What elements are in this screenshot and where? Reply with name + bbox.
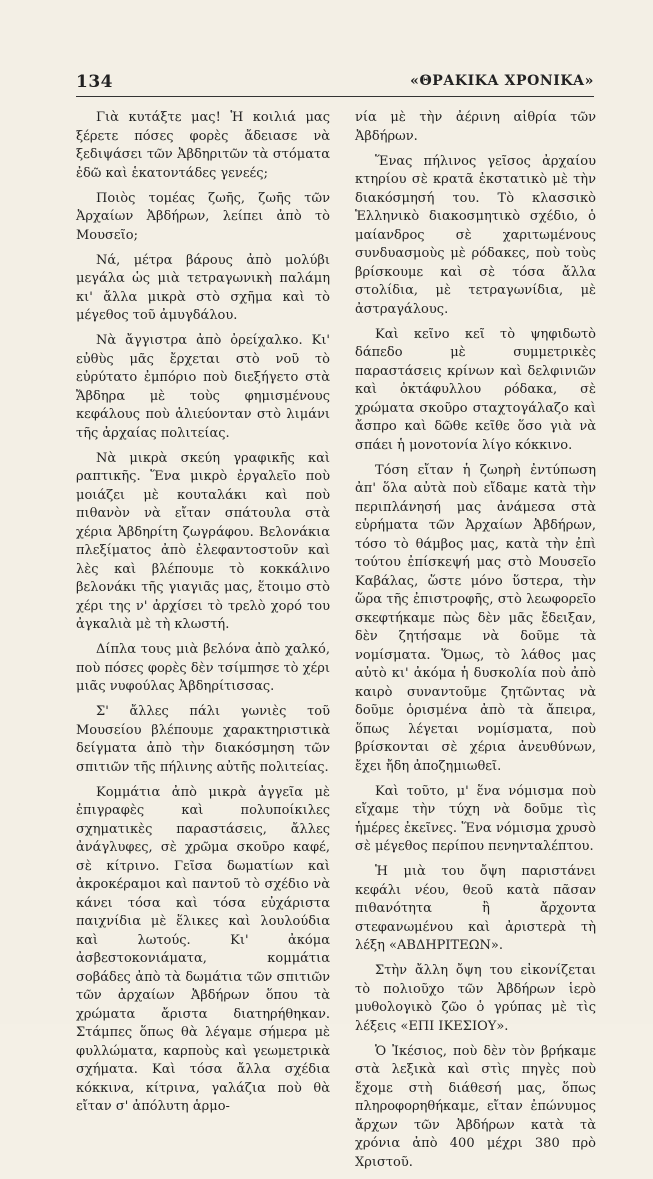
paragraph: Σ' ἄλλες πάλι γωνιὲς τοῦ Μουσείου βλέπουμε χαρακτηριστικὰ δείγματα ἀπὸ τὴν διακόσμηση τῶν σπιτιῶν τῆς πήλινης αὐτῆς πολιτείας. bbox=[76, 704, 330, 775]
paragraph: Γιὰ κυτάξτε μας! Ἡ κοιλιά μας ξέρετε πόσες φορὲς ἄδειασε νὰ ξεδιψάσει τῶν Ἀβδηριτῶν τὰ στόματα ἐδῶ καὶ ἑκατοντάδες γενεές; bbox=[76, 110, 330, 181]
right-text-column bbox=[355, 109, 596, 1179]
left-text-column bbox=[76, 109, 330, 1123]
paragraph: Νά, μέτρα βάρους ἀπὸ μολύβι μεγάλα ὡς μιὰ τετραγωνικὴ παλάμη κι' ἄλλα μικρὰ στὸ σχῆμα καὶ τὸ μέγεθος τοῦ ἀμυγδάλου. bbox=[76, 252, 330, 323]
paragraph: Στὴν ἄλλη ὄψη του εἰκονίζεται τὸ πολιοῦχο τῶν Ἀβδήρων ἱερὸ μυθολογικὸ ζῶο ὁ γρύπας μὲ τὶς λέξεις «ΕΠΙ ΙΚΕΣΙΟΥ». bbox=[355, 963, 596, 1034]
running-title: «ΘΡΑΚΙΚΑ ΧΡΟΝΙΚΑ» bbox=[410, 73, 594, 89]
paragraph: Ποιὸς τομέας ζωῆς, ζωῆς τῶν Ἀρχαίων Ἀβδήρων, λείπει ἀπὸ τὸ Μουσεῖο; bbox=[76, 190, 330, 243]
paragraph: Δίπλα τους μιὰ βελόνα ἀπὸ χαλκό, ποὺ πόσες φορὲς δὲν τσίμπησε τὸ χέρι μιᾶς νυφούλας Ἀβδηρίτισσας. bbox=[76, 642, 330, 694]
paragraph: Ἕνας πήλινος γεῖσος ἀρχαίου κτηρίου σὲ κρατᾶ ἐκστατικὸ μὲ τὴν διακόσμησή του. Τὸ κλασσικὸ Ἑλληνικὸ διακοσμητικὸ σχέδιο, ὁ μαίανδρος σὲ χαριτωμένους συνδυασμοὺς μὲ ρόδακες, ποὺ τοὺς βρίσκουμε καὶ σὲ τόσα ἄλλα στολίδια, μὲ τετραγωνίδια, μὲ ἀστραγάλους. bbox=[355, 153, 596, 317]
page-header bbox=[76, 70, 594, 97]
paragraph: Κομμάτια ἀπὸ μικρὰ ἀγγεῖα μὲ ἐπιγραφὲς καὶ πολυποίκιλες σχηματικὲς παραστάσεις, ἄλλες ἀνάγλυφες, σὲ χρῶμα σκοῦρο καφέ, σὲ κίτρινο. Γεῖσα δωματίων καὶ ἀκροκέραμοι καὶ παντοῦ τὸ σχέδιο νὰ κάνει τόσα καὶ τόσα εὐχάριστα παιχνίδια μὲ ἕλικες καὶ λουλούδια καὶ λωτούς. Κι' ἀκόμα ἀσβεστοκονιάματα, κομμάτια σοβάδες ἀπὸ τὰ δωμάτια τῶν σπιτιῶν τῶν ἀρχαίων Ἀβδήρων ὅπου τὰ χρώματα ἄριστα διατηρήθηκαν. Στάμπες ὅπως θὰ λέγαμε σήμερα μὲ φυλλώματα, καρποὺς καὶ γεωμετρικὰ σχήματα. Καὶ τόσα ἄλλα σχέδια κόκκινα, κίτρινα, γαλάζια ποὺ θὰ εἴταν σ' ἀπόλυτη ἁρμο- bbox=[76, 784, 330, 1114]
paragraph: Τόση εἴταν ἡ ζωηρὴ ἐντύπωση ἀπ' ὅλα αὐτὰ ποὺ εἴδαμε κατὰ τὴν περιπλάνησή μας ἀνάμεσα στὰ εὑρήματα τῶν Ἀρχαίων Ἀβδήρων, τόσο τὸ θάμβος μας, κατὰ τὴν ἐπὶ τούτου ἐπίσκεψή μας στὸ Μουσεῖο Καβάλας, ὥστε μόνο ὕστερα, τὴν ὥρα τῆς ἐπιστροφῆς, στὸ λεωφορεῖο σκεφτήκαμε πὼς δὲν μᾶς ἔδειξαν, δὲν ζητήσαμε νὰ δοῦμε τὰ νομίσματα. Ὅμως, τὸ λάθος μας αὐτὸ κι' ἀκόμα ἡ δυσκολία ποὺ ἀπὸ καιρὸ συναντοῦμε ζητῶντας νὰ δοῦμε ὁρισμένα ἀπὸ τὰ ἄπειρα, ὅπως λέγεται νομίσματα, ποὺ βρίσκονται σὲ χέρια ἀνευθύνων, ἔχει ἤδη ἀποζημιωθεῖ. bbox=[355, 462, 596, 774]
paragraph: Νὰ μικρὰ σκεύη γραφικῆς καὶ ραπτικῆς. Ἕνα μικρὸ ἐργαλεῖο ποὺ μοιάζει μὲ κουταλάκι καὶ ποὺ πιθανὸν νὰ εἴταν σπάτουλα στὰ χέρια Ἀβδηρίτη ζωγράφου. Βελονάκια πλεξίματος ἀπὸ ἐλεφαντοστοῦν καὶ λὲς καὶ βλέπουμε τὸ κοκκάλινο βελονάκι τῆς γιαγιᾶς μας, ἕτοιμο στὸ χέρι της ν' ἀρχίσει τὸ τρελὸ χορό του ἀγκαλιὰ μὲ τὴ κλωστή. bbox=[76, 450, 330, 632]
paragraph: Ὁ Ἰκέσιος, ποὺ δὲν τὸν βρήκαμε στὰ λεξικὰ καὶ στὶς πηγὲς ποὺ ἔχομε στὴ διάθεσή μας, ὅπως πληροφορηθήκαμε, εἴταν ἐπώνυμος ἄρχων τῶν Ἀβδήρων κατὰ τὰ χρόνια ἀπὸ 400 μέχρι 380 πρὸ Χριστοῦ. bbox=[355, 1043, 596, 1170]
page-number: 134 bbox=[76, 72, 113, 92]
paragraph-continuation: νία μὲ τὴν ἀέρινη αἰθρία τῶν Ἀβδήρων. bbox=[355, 110, 596, 144]
paragraph: Νὰ ἄγγιστρα ἀπὸ ὀρείχαλκο. Κι' εὐθὺς μᾶς ἔρχεται στὸ νοῦ τὸ εὐρύτατο ἐμπόριο ποὺ διεξήγετο στὰ Ἄβδηρα μὲ τοὺς φημισμένους κεφάλους ποὺ ἁλιεύονταν στὸ λιμάνι τῆς ἀρχαίας πολιτείας. bbox=[76, 333, 330, 441]
paragraph: Ἡ μιὰ του ὄψη παριστάνει κεφάλι νέου, θεοῦ κατὰ πᾶσαν πιθανότητα ἢ ἄρχοντα στεφανωμένου καὶ ἀριστερὰ τὴ λέξη «ΑΒΔΗΡΙΤΕΩΝ». bbox=[355, 864, 596, 953]
paragraph: Καὶ τοῦτο, μ' ἕνα νόμισμα ποὺ εἴχαμε τὴν τύχη νὰ δοῦμε τὶς ἡμέρες ἐκεῖνες. Ἕνα νόμισμα χρυσὸ σὲ μέγεθος περίπου πενηνταλέπτου. bbox=[355, 783, 596, 854]
paragraph: Καὶ κεῖνο κεῖ τὸ ψηφιδωτὸ δάπεδο μὲ συμμετρικὲς παραστάσεις κρίνων καὶ δελφινιῶν καὶ ὀκτάφυλλου ρόδακα, σὲ χρώματα σκοῦρο σταχτογάλαζο καὶ ἄσπρο καὶ δῶθε κεῖθε ὅσο γιὰ νὰ σπάει ἡ μονοτονία λίγο κόκκινο. bbox=[355, 326, 596, 453]
